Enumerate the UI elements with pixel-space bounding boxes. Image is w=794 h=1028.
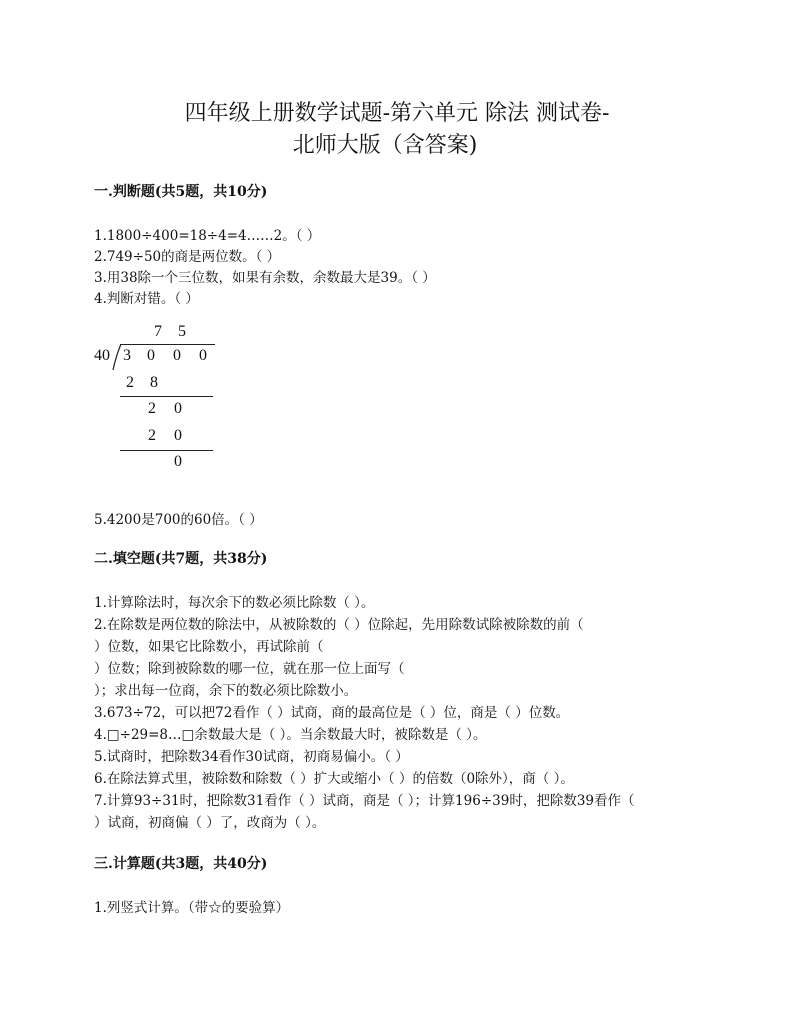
question-2-6: 6.在除法算式里，被除数和除数（ ）扩大或缩小（ ）的倍数（0除外），商（ ）。 [94, 771, 574, 787]
question-1-5: 5.4200是700的60倍。（ ） [94, 512, 263, 528]
question-2-2-cont: ）位数；除到被除数的哪一位，就在那一位上面写（ [94, 661, 405, 677]
section-heading-judgment: 一.判断题(共5题，共10分) [94, 184, 268, 200]
question-2-1: 1.计算除法时，每次余下的数必须比除数（ ）。 [94, 595, 375, 611]
dividend-digit: 3 [123, 347, 131, 364]
question-1-4: 4.判断对错。（ ） [94, 291, 199, 307]
question-1-3: 3.用38除一个三位数，如果有余数，余数最大是39。（ ） [94, 270, 436, 286]
divisor: 40 [94, 347, 110, 364]
question-2-4: 4.□÷29=8…□余数最大是（ ）。当余数最大时，被除数是（ ）。 [94, 727, 487, 743]
dividend-digit: 0 [147, 347, 155, 364]
dividend-digit: 0 [199, 347, 207, 364]
division-top-rule [120, 344, 215, 345]
section-heading-fill-in: 二.填空题(共7题，共38分) [94, 551, 268, 567]
question-2-7-cont: ）试商，初商偏（ ）了，改商为（ ）。 [94, 815, 326, 831]
quotient-digit: 5 [178, 323, 186, 340]
division-rule [120, 396, 213, 397]
section-heading-calculation: 三.计算题(共3题，共40分) [94, 856, 268, 872]
step-digit: 2 [126, 374, 134, 391]
step-digit: 2 [148, 427, 156, 444]
step-digit: 8 [150, 374, 158, 391]
document-title-line2: 北师大版（含答案) [292, 133, 478, 158]
step-digit: 2 [148, 400, 156, 417]
remainder-digit: 0 [174, 453, 182, 470]
quotient-digit: 7 [154, 323, 162, 340]
dividend-digit: 0 [173, 347, 181, 364]
question-2-2-cont: ）；求出每一位商，余下的数必须比除数小。 [94, 683, 358, 699]
step-digit: 0 [174, 427, 182, 444]
question-1-1: 1.1800÷400=18÷4=4……2。（ ） [94, 228, 321, 244]
question-2-5: 5.试商时，把除数34看作30试商，初商易偏小。（ ） [94, 749, 409, 765]
division-rule [120, 450, 213, 451]
document-title-line1: 四年级上册数学试题-第六单元 除法 测试卷- [184, 101, 610, 126]
question-1-2: 2.749÷50的商是两位数。（ ） [94, 249, 281, 265]
question-3-1: 1.列竖式计算。（带☆的要验算） [94, 900, 290, 916]
question-2-3: 3.673÷72，可以把72看作（ ）试商，商的最高位是（ ）位，商是（ ）位数。 [94, 705, 570, 721]
question-2-2-cont: ）位数，如果它比除数小，再试除前（ [94, 639, 324, 655]
step-digit: 0 [174, 400, 182, 417]
question-2-7: 7.计算93÷31时，把除数31看作（ ）试商，商是（ ）；计算196÷39时，把除数39看作（ [94, 793, 635, 809]
question-2-2: 2.在除数是两位数的除法中，从被除数的（ ）位除起，先用除数试除被除数的前（ [94, 617, 584, 633]
long-division-figure [90, 320, 230, 480]
